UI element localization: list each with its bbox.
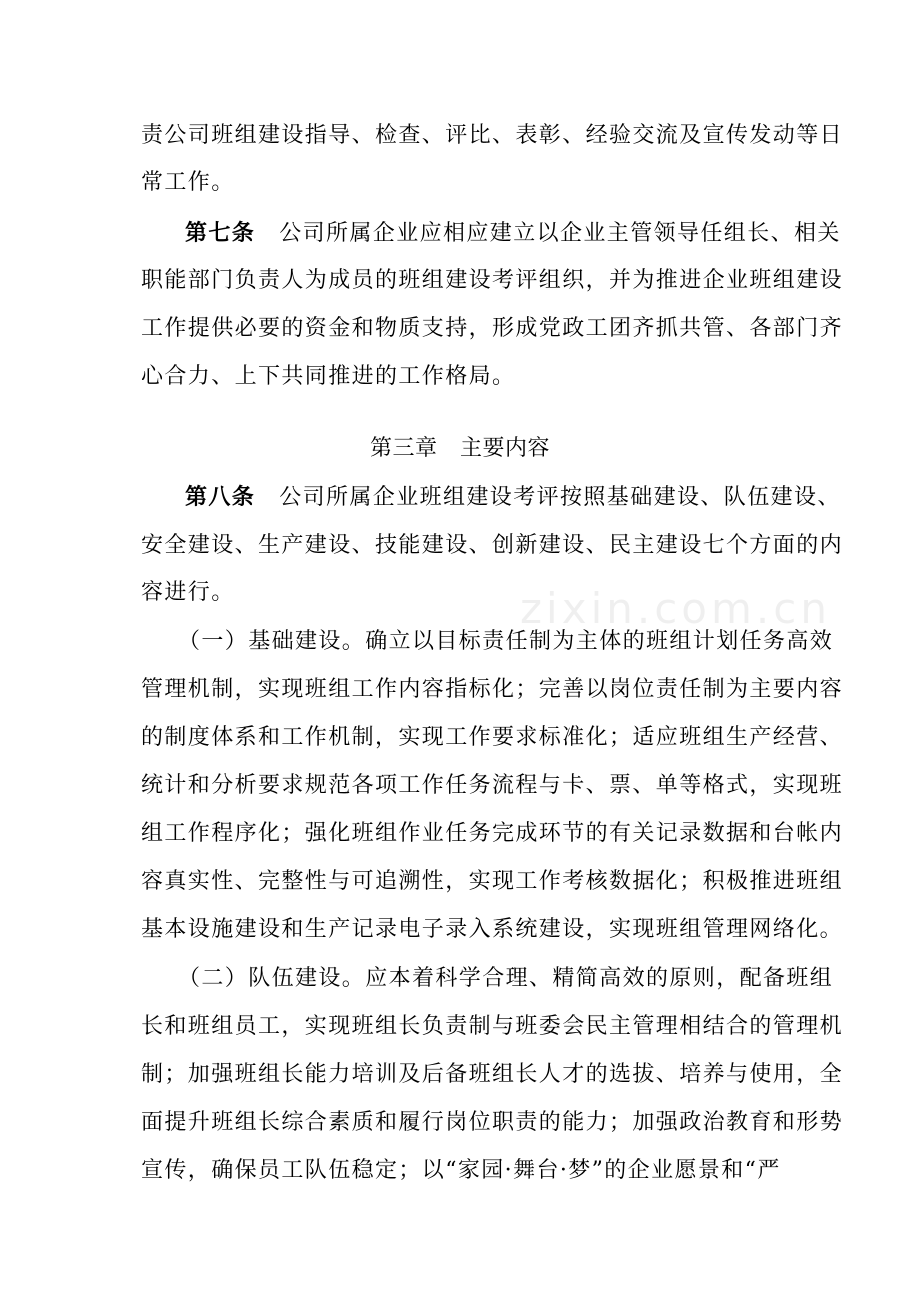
text-line: 责公司班组建设指导、检查、评比、表彰、经验交流及宣传发动等日 xyxy=(141,123,844,148)
text-line: 容真实性、完整性与可追溯性，实现工作考核数据化；积极推进班组 xyxy=(141,869,844,894)
text-line: 安全建设、生产建设、技能建设、创新建设、民主建设七个方面的内 xyxy=(141,533,844,558)
text-line: 常工作。 xyxy=(141,170,235,195)
chapter-heading: 第三章 主要内容 xyxy=(369,436,550,461)
text-line: 管理机制，实现班组工作内容指标化；完善以岗位责任制为主要内容 xyxy=(141,677,844,702)
article-7-label: 第七条 xyxy=(185,220,256,246)
text-line: 公司所属企业应相应建立以企业主管领导任组长、相关 xyxy=(279,221,841,246)
article-7-paragraph xyxy=(185,218,845,248)
text-line: 工作提供必要的资金和物质支持，形成党政工团齐抓共管、各部门齐 xyxy=(141,316,844,341)
text-line: 统计和分析要求规范各项工作任务流程与卡、票、单等格式，实现班 xyxy=(141,773,844,798)
text-line: （一）基础建设。确立以目标责任制为主体的班组计划任务高效 xyxy=(178,629,834,654)
text-line: 容进行。 xyxy=(141,580,235,605)
text-line: （二）队伍建设。应本着科学合理、精简高效的原则，配备班组 xyxy=(178,966,834,991)
text-line: 组工作程序化；强化班组作业任务完成环节的有关记录数据和台帐内 xyxy=(141,821,844,846)
text-line: 制；加强班组长能力培训及后备班组长人才的选拔、培养与使用，全 xyxy=(141,1062,844,1087)
text-line: 职能部门负责人为成员的班组建设考评组织，并为推进企业班组建设 xyxy=(141,268,844,293)
text-line: 公司所属企业班组建设考评按照基础建设、队伍建设、 xyxy=(279,485,841,510)
article-8-paragraph xyxy=(185,482,845,512)
text-line: 的制度体系和工作机制，实现工作要求标准化；适应班组生产经营、 xyxy=(141,725,844,750)
watermark: zixin.com.cn xyxy=(520,584,831,633)
article-8-label: 第八条 xyxy=(185,484,256,510)
text-line: 基本设施建设和生产记录电子录入系统建设，实现班组管理网络化。 xyxy=(141,917,844,942)
text-line: 宣传，确保员工队伍稳定；以“家园·舞台·梦”的企业愿景和“严 xyxy=(141,1158,781,1183)
text-line: 长和班组员工，实现班组长负责制与班委会民主管理相结合的管理机 xyxy=(141,1014,844,1039)
text-line: 面提升班组长综合素质和履行岗位职责的能力；加强政治教育和形势 xyxy=(141,1110,844,1135)
text-line: 心合力、上下共同推进的工作格局。 xyxy=(141,364,516,389)
